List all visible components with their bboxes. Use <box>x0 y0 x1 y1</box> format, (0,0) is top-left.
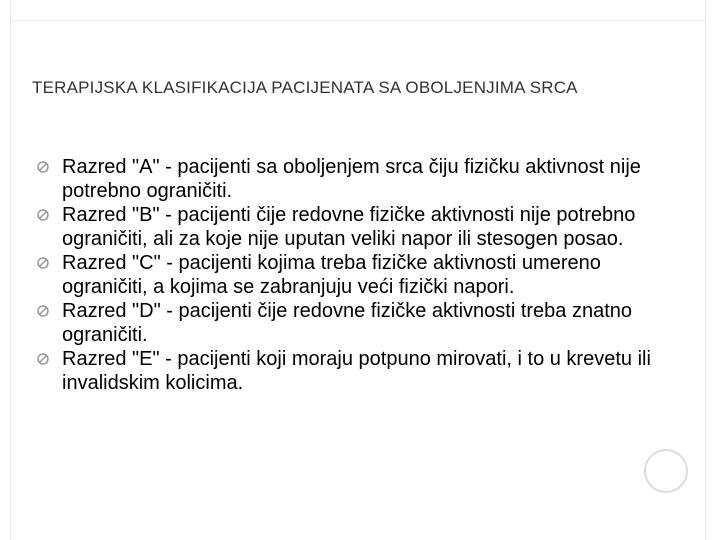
circle-slash-icon <box>37 353 49 365</box>
circle-slash-icon <box>37 257 49 269</box>
slide-title: TERAPIJSKA KLASIFIKACIJA PACIJENATA SA OBOLJENJIMA SRCA <box>32 78 578 97</box>
frame-line-top <box>10 20 706 21</box>
frame-line-left <box>10 0 11 540</box>
bullet-text: Razred "C" - pacijenti kojima treba fizičke aktivnosti umereno ograničiti, a kojima se zabranjuju veći fizički napori. <box>62 252 601 298</box>
bullet-item-d <box>37 299 677 347</box>
circle-slash-icon <box>37 305 49 317</box>
bullet-text: Razred "A" - pacijenti sa oboljenjem srca čiju fizičku aktivnost nije potrebno ograničiti. <box>62 156 641 202</box>
bullet-item-e <box>37 347 677 395</box>
bullet-list <box>37 155 677 395</box>
frame-line-right <box>705 0 706 540</box>
bullet-text: Razred "B" - pacijenti čije redovne fizičke aktivnosti nije potrebno ograničiti, ali za koje nije uputan veliki napor ili stesogen posao. <box>62 204 636 250</box>
bullet-item-b <box>37 203 677 251</box>
circle-slash-icon <box>37 209 49 221</box>
bullet-item-c <box>37 251 677 299</box>
bullet-text: Razred "D" - pacijenti čije redovne fizičke aktivnosti treba znatno ograničiti. <box>62 300 633 346</box>
bullet-text: Razred "E" - pacijenti koji moraju potpuno mirovati, i to u krevetu ili invalidskim kolicima. <box>62 348 651 394</box>
circle-slash-icon <box>37 161 49 173</box>
bullet-item-a <box>37 155 677 203</box>
decorative-circle <box>644 449 688 493</box>
